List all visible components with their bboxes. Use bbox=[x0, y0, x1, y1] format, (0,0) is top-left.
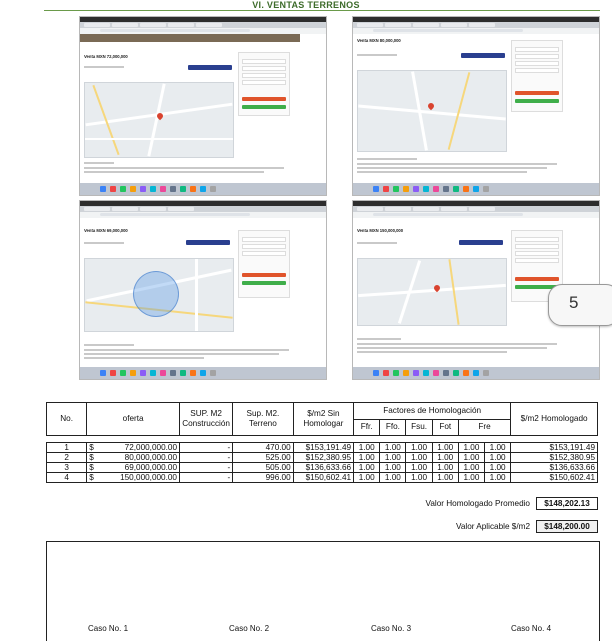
aplicable-label: Valor Aplicable $/m2 bbox=[455, 522, 530, 531]
listing-map bbox=[357, 258, 507, 326]
aplicable-value: $148,200.00 bbox=[536, 520, 598, 533]
header-fot: Fot bbox=[432, 419, 458, 436]
case-label-4: Caso No. 4 bbox=[511, 624, 552, 633]
listing-screenshot-2 bbox=[352, 16, 600, 196]
table-row: 2 $ 80,000,000.00 - 525.00 $152,380.95 1.00 1.00 1.00 1.00 1.00 1.00 $152,380.95 bbox=[47, 453, 598, 463]
header-m2-sin-homologar: $/m2 Sin Homologar bbox=[293, 403, 353, 436]
promedio-value: $148,202.13 bbox=[536, 497, 598, 510]
header-sup-terreno: Sup. M2. Terreno bbox=[233, 403, 293, 436]
header-fsu: Fsu. bbox=[406, 419, 432, 436]
listing-price: Venta MXN 69,000,000 bbox=[84, 228, 128, 233]
table-row: 3 $ 69,000,000.00 - 505.00 $136,633.66 1.00 1.00 1.00 1.00 1.00 1.00 $136,633.66 bbox=[47, 463, 598, 473]
listing-price: Venta MXN 150,000,000 bbox=[357, 228, 404, 233]
header-ffr: Ffr. bbox=[354, 419, 380, 436]
case-label-2: Caso No. 2 bbox=[229, 624, 270, 633]
homologation-table bbox=[46, 402, 598, 483]
case-label-1: Caso No. 1 bbox=[88, 624, 129, 633]
promedio-label: Valor Homologado Promedio bbox=[425, 499, 530, 508]
header-fre: Fre bbox=[458, 419, 510, 436]
listing-map bbox=[357, 70, 507, 152]
case-label-3: Caso No. 3 bbox=[371, 624, 412, 633]
header-m2-homologado: $/m2 Homologado bbox=[511, 403, 598, 436]
listing-price: Venta MXN 72,000,000 bbox=[84, 54, 128, 59]
listing-map bbox=[84, 82, 234, 158]
section-title: VI. VENTAS TERRENOS bbox=[252, 0, 360, 10]
header-factores: Factores de Homologación bbox=[354, 403, 511, 420]
header-no: No. bbox=[47, 403, 87, 436]
table-row: 4 $ 150,000,000.00 - 996.00 $150,602.41 1.00 1.00 1.00 1.00 1.00 1.00 $150,602.41 bbox=[47, 473, 598, 483]
listing-screenshot-3 bbox=[79, 200, 327, 380]
header-ffo: Ffo. bbox=[380, 419, 406, 436]
header-oferta: oferta bbox=[87, 403, 180, 436]
listing-price: Venta MXN 80,000,000 bbox=[357, 38, 401, 43]
page-number-badge: 5 bbox=[548, 284, 612, 326]
listing-map bbox=[84, 258, 234, 332]
table-row: 1 $ 72,000,000.00 - 470.00 $153,191.49 1.00 1.00 1.00 1.00 1.00 1.00 $153,191.49 bbox=[47, 443, 598, 453]
listing-screenshot-1 bbox=[79, 16, 327, 196]
header-sup-construccion: SUP. M2 Construcción bbox=[180, 403, 233, 436]
